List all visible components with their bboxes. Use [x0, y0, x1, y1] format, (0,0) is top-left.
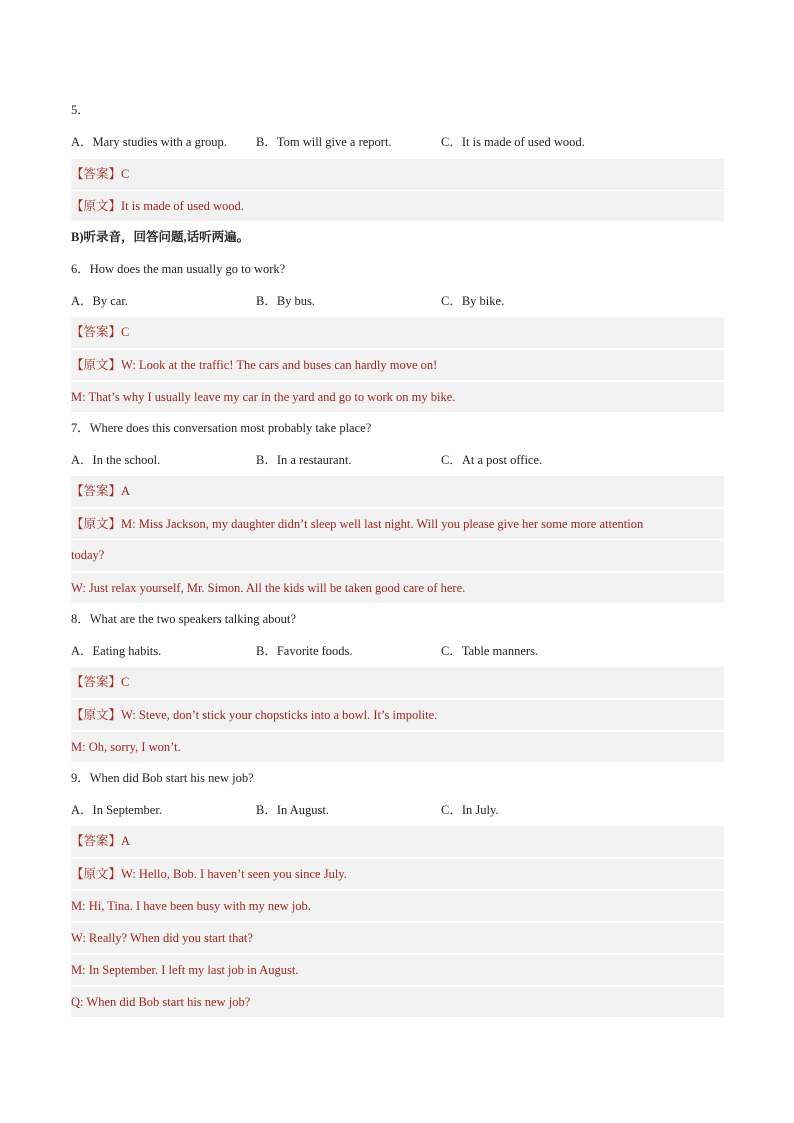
question-9-text: 9．When did Bob start his new job?: [71, 771, 254, 785]
answer-key: 【答案】A: [71, 826, 724, 857]
transcript-line: W: Really? When did you start that?: [71, 922, 724, 953]
option-c: C．Table manners.: [441, 644, 539, 658]
option-b: B．In a restaurant.: [256, 453, 352, 467]
question-7-options: [71, 445, 724, 476]
answer-key: 【答案】A: [71, 476, 724, 507]
option-b: B．Favorite foods.: [256, 644, 353, 658]
option-b: B．By bus.: [256, 294, 316, 308]
option-b: B．Tom will give a report.: [256, 135, 392, 149]
option-a: A．Eating habits.: [71, 644, 162, 658]
question-7-text: 7．Where does this conversation most probably take place?: [71, 421, 372, 435]
transcript-line: today?: [71, 540, 724, 571]
transcript-line: M: Hi, Tina. I have been busy with my new job.: [71, 890, 724, 921]
question-5-number: 5．: [71, 103, 90, 117]
transcript-line: 【原文】It is made of used wood.: [71, 190, 724, 221]
transcript-line: M: That’s why I usually leave my car in the yard and go to work on my bike.: [71, 381, 724, 412]
answer-key: 【答案】C: [71, 667, 724, 698]
transcript-line: 【原文】M: Miss Jackson, my daughter didn’t sleep well last night. Will you please give her some more attention: [71, 508, 724, 539]
answer-key: 【答案】C: [71, 317, 724, 348]
option-a: A．In September.: [71, 803, 162, 817]
question-5-options: [71, 127, 724, 158]
transcript-line: W: Just relax yourself, Mr. Simon. All the kids will be taken good care of here.: [71, 572, 724, 603]
transcript-line: 【原文】W: Hello, Bob. I haven’t seen you since July.: [71, 858, 724, 889]
transcript-line: 【原文】W: Steve, don’t stick your chopsticks into a bowl. It’s impolite.: [71, 699, 724, 730]
section-heading: B)听录音，回答问题,话听两遍。: [71, 230, 250, 244]
transcript-line: M: In September. I left my last job in August.: [71, 954, 724, 985]
question-8-text: 8．What are the two speakers talking about?: [71, 612, 296, 626]
option-c: C．In July.: [441, 803, 499, 817]
question-6-text: 6．How does the man usually go to work?: [71, 262, 286, 276]
option-a: A．In the school.: [71, 453, 161, 467]
option-c: C．It is made of used wood.: [441, 135, 585, 149]
option-b: B．In August.: [256, 803, 329, 817]
option-a: A．By car.: [71, 294, 128, 308]
question-9-options: [71, 795, 724, 826]
question-8-options: [71, 636, 724, 667]
transcript-line: M: Oh, sorry, I won’t.: [71, 731, 724, 762]
question-6-options: [71, 286, 724, 317]
transcript-line: 【原文】W: Look at the traffic! The cars and buses can hardly move on!: [71, 349, 724, 380]
option-c: C．By bike.: [441, 294, 505, 308]
answer-key: 【答案】C: [71, 159, 724, 190]
option-a: A．Mary studies with a group.: [71, 135, 227, 149]
option-c: C．At a post office.: [441, 453, 543, 467]
transcript-line: Q: When did Bob start his new job?: [71, 986, 724, 1017]
